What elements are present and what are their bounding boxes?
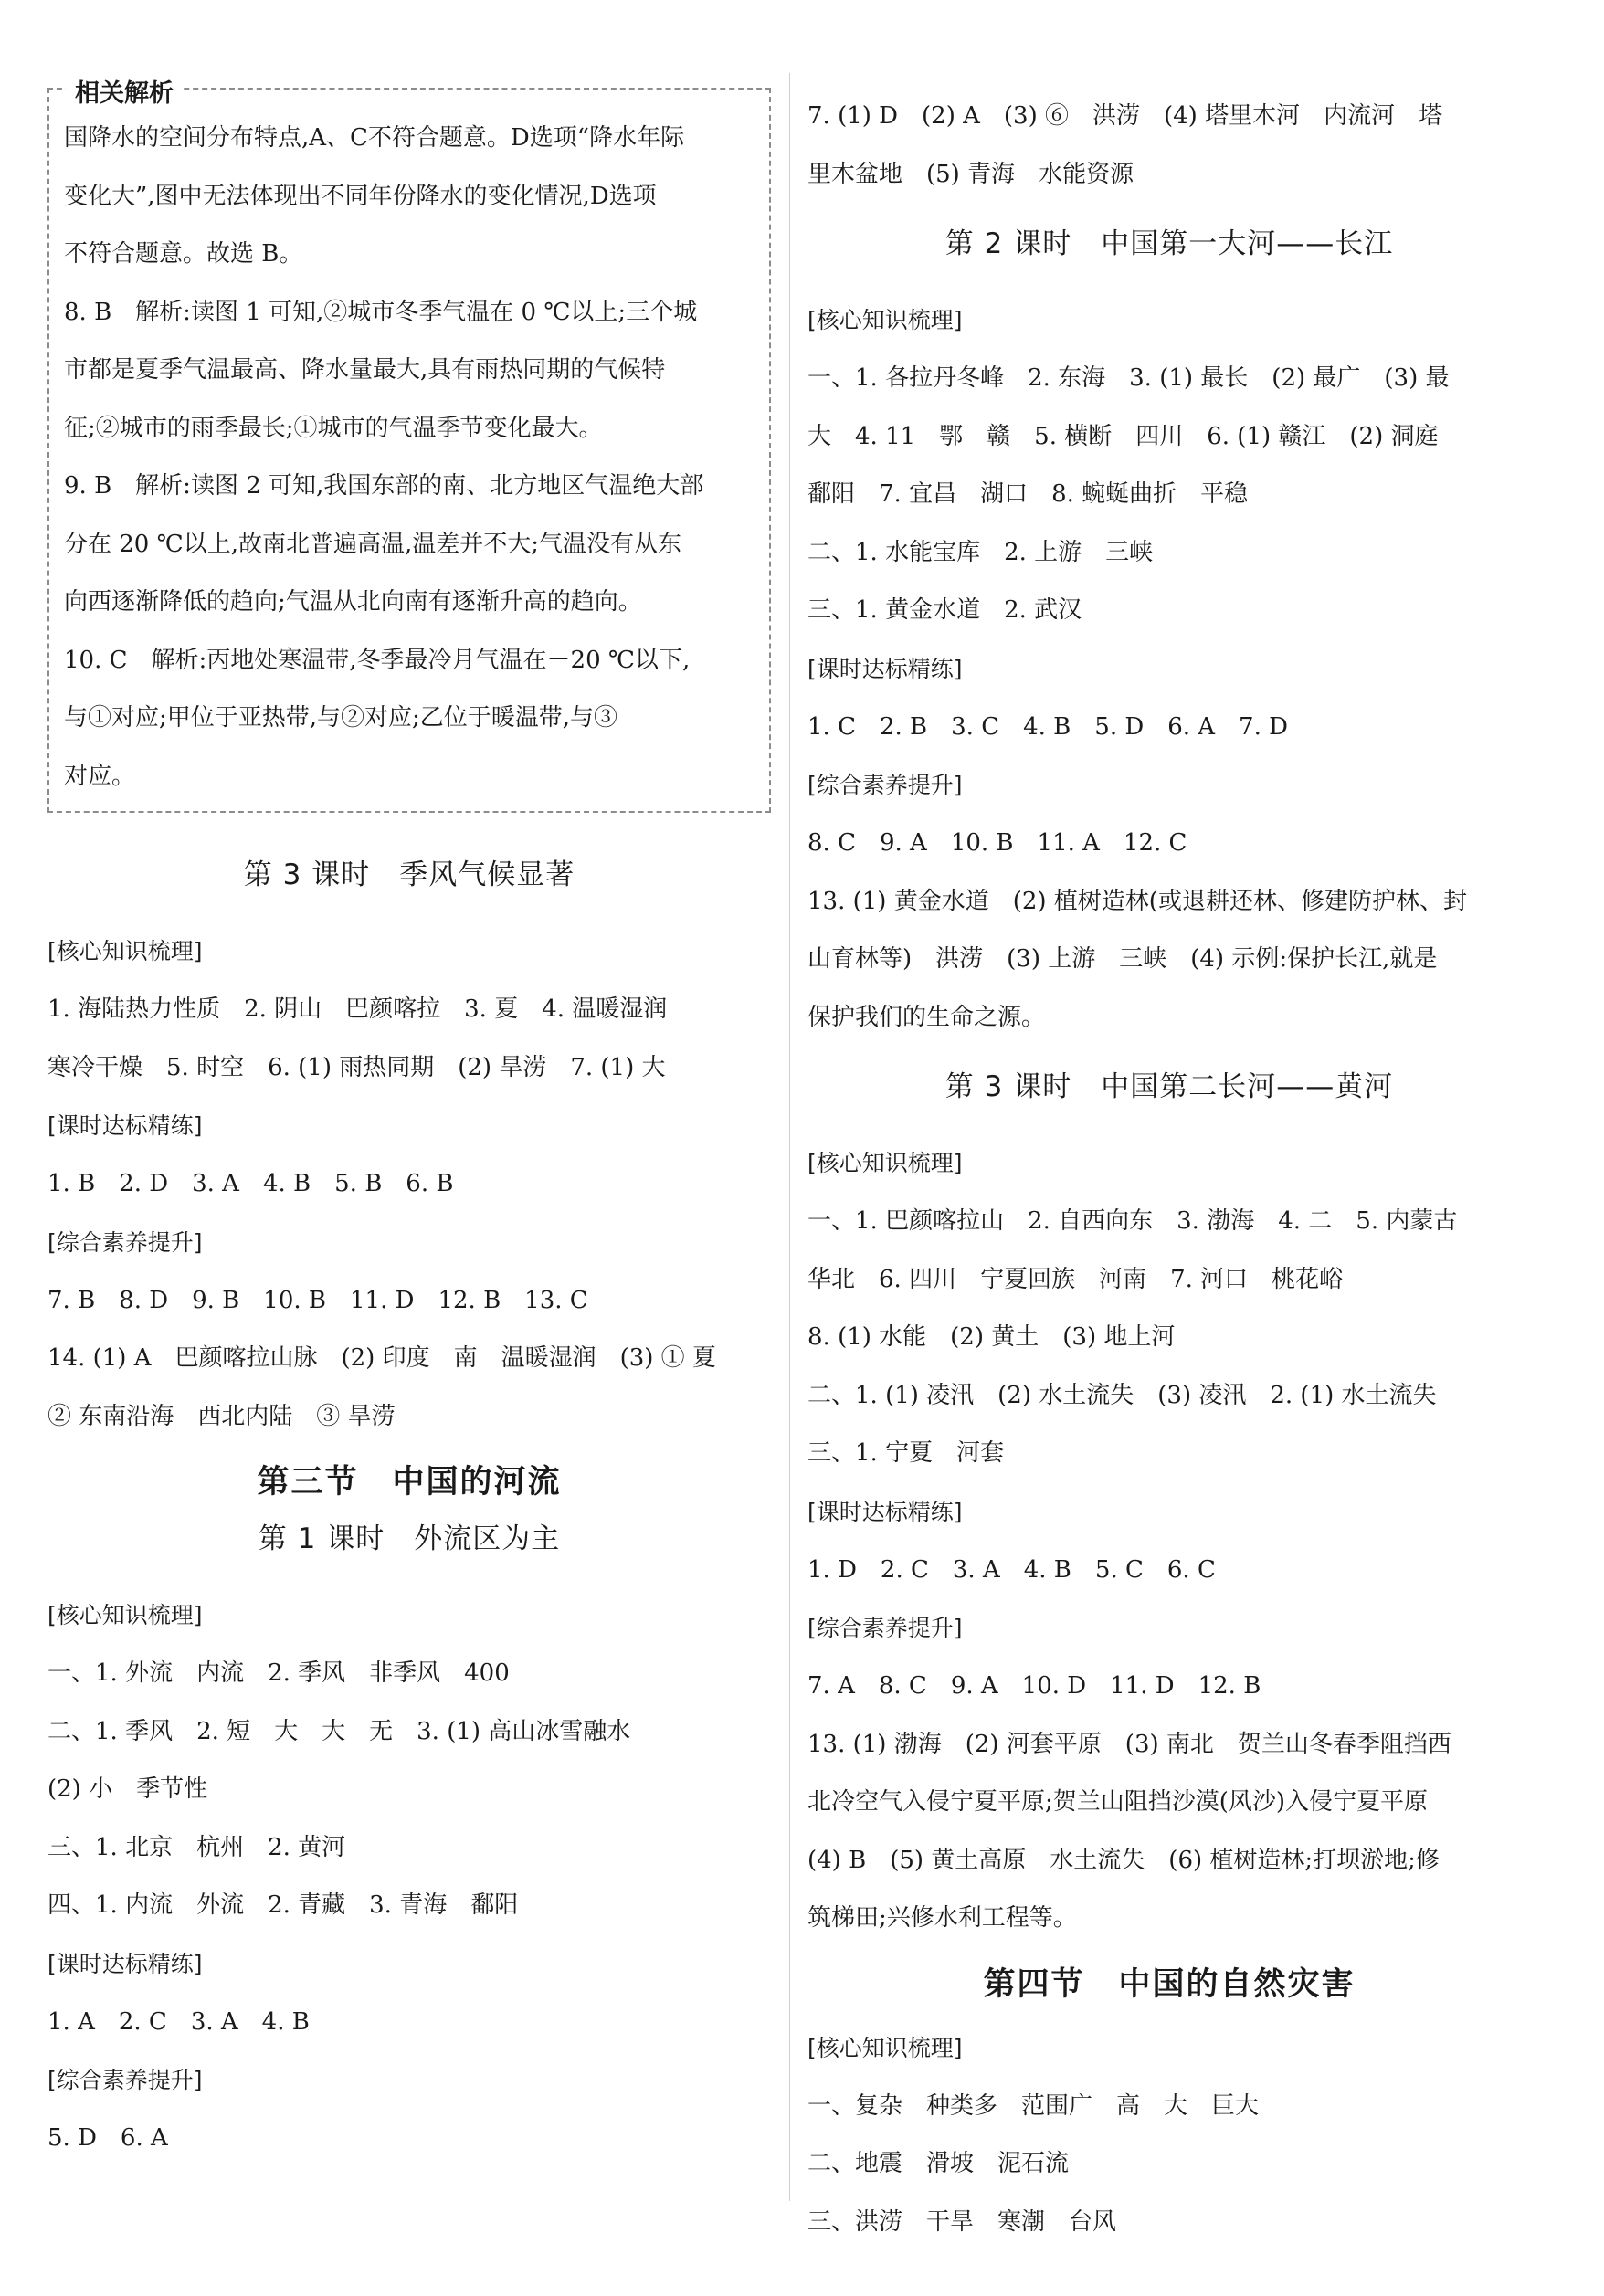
section-tag: [ 课时达标精练 ]: [47, 1946, 203, 1983]
analysis-box-title: 相关解析: [66, 73, 183, 109]
text-line: (2) 小 季节性: [47, 1775, 208, 1803]
analysis-box: [47, 79, 771, 813]
section-tag: [ 核心知识梳理 ]: [807, 1145, 963, 1182]
section-tag: [ 核心知识梳理 ]: [807, 2030, 963, 2067]
text-line: 征;②城市的雨季最长;①城市的气温季节变化最大。: [64, 414, 603, 442]
text-line: 二、地震 滑坡 泥石流: [807, 2150, 1070, 2177]
lesson-title: 第 2 课时 中国第一大河——长江: [944, 227, 1394, 260]
text-line: 8. B 解析:读图 1 可知,②城市冬季气温在 0 ℃以上;三个城: [64, 298, 698, 326]
text-line: 1. 海陆热力性质 2. 阴山 巴颜喀拉 3. 夏 4. 温暖湿润: [47, 995, 668, 1023]
text-line: 里木盆地 (5) 青海 水能资源: [807, 160, 1134, 188]
column-divider: [789, 73, 790, 2201]
text-line: 二、1. 水能宝库 2. 上游 三峡: [807, 538, 1154, 566]
text-line: 14. (1) A 巴颜喀拉山脉 (2) 印度 南 温暖湿润 (3) ① 夏: [47, 1344, 716, 1372]
text-line: 鄱阳 7. 宜昌 湖口 8. 蜿蜒曲折 平稳: [807, 480, 1249, 508]
section-tag: [ 综合素养提升 ]: [807, 1610, 963, 1647]
text-line: 三、1. 北京 杭州 2. 黄河: [47, 1833, 346, 1861]
text-line: 保护我们的生命之源。: [807, 1003, 1046, 1031]
text-line: 对应。: [64, 762, 136, 790]
text-line: 一、复杂 种类多 范围广 高 大 巨大: [807, 2091, 1260, 2120]
section-title: 第四节 中国的自然灾害: [983, 1965, 1356, 2003]
text-line: 市都是夏季气温最高、降水量最大,具有雨热同期的气候特: [64, 356, 666, 384]
section-title: 第三节 中国的河流: [257, 1464, 562, 1501]
section-tag: [ 综合素养提升 ]: [47, 2062, 203, 2099]
text-line: 华北 6. 四川 宁夏回族 河南 7. 河口 桃花峪: [807, 1265, 1344, 1293]
text-line: 北冷空气入侵宁夏平原;贺兰山阻挡沙漠(风沙)入侵宁夏平原: [807, 1788, 1429, 1816]
left-column: [47, 79, 771, 2168]
text-line: 一、1. 各拉丹冬峰 2. 东海 3. (1) 最长 (2) 最广 (3) 最: [807, 364, 1450, 392]
text-line: ② 东南沿海 西北内陆 ③ 旱涝: [47, 1402, 396, 1430]
text-line: 三、1. 黄金水道 2. 武汉: [807, 596, 1082, 624]
text-line: 9. B 解析:读图 2 可知,我国东部的南、北方地区气温绝大部: [64, 472, 704, 500]
text-line: (4) B (5) 黄土高原 水土流失 (6) 植树造林;打坝淤地;修: [807, 1846, 1440, 1874]
text-line: 7. B 8. D 9. B 10. B 11. D 12. B 13. C: [47, 1286, 588, 1314]
text-line: 13. (1) 黄金水道 (2) 植树造林(或退耕还林、修建防护林、封: [807, 887, 1467, 915]
text-line: 变化大”,图中无法体现出不同年份降水的变化情况,D选项: [64, 182, 657, 210]
right-column: [807, 88, 1531, 2251]
lesson-title: 第 3 课时 季风气候显著: [243, 858, 575, 891]
text-line: 不符合题意。故选 B。: [64, 240, 303, 268]
section-tag: [ 核心知识梳理 ]: [47, 1597, 203, 1634]
text-line: 筑梯田;兴修水利工程等。: [807, 1904, 1077, 1932]
lesson-title: 第 3 课时 中国第二长河——黄河: [944, 1070, 1394, 1103]
section-tag: [ 核心知识梳理 ]: [47, 933, 203, 970]
lesson-title: 第 1 课时 外流区为主: [258, 1522, 561, 1555]
section-tag: [ 课时达标精练 ]: [807, 1494, 963, 1531]
section-tag: [ 综合素养提升 ]: [47, 1225, 203, 1261]
text-line: 二、1. 季风 2. 短 大 大 无 3. (1) 高山冰雪融水: [47, 1717, 631, 1745]
text-line: 一、1. 外流 内流 2. 季风 非季风 400: [47, 1659, 510, 1687]
text-line: 三、1. 宁夏 河套: [807, 1439, 1005, 1467]
text-line: 1. C 2. B 3. C 4. B 5. D 6. A 7. D: [807, 712, 1288, 741]
text-line: 与①对应;甲位于亚热带,与②对应;乙位于暖温带,与③: [64, 704, 618, 732]
text-line: 二、1. (1) 凌汛 (2) 水土流失 (3) 凌汛 2. (1) 水土流失: [807, 1381, 1437, 1409]
text-line: 1. B 2. D 3. A 4. B 5. B 6. B: [47, 1170, 454, 1197]
text-line: 8. (1) 水能 (2) 黄土 (3) 地上河: [807, 1323, 1176, 1351]
text-line: 1. D 2. C 3. A 4. B 5. C 6. C: [807, 1555, 1216, 1584]
text-line: 分在 20 ℃以上,故南北普遍高温,温差并不大;气温没有从东: [64, 530, 681, 558]
text-line: 四、1. 内流 外流 2. 青藏 3. 青海 鄱阳: [47, 1891, 519, 1919]
text-line: 一、1. 巴颜喀拉山 2. 自西向东 3. 渤海 4. 二 5. 内蒙古: [807, 1207, 1458, 1235]
text-line: 国降水的空间分布特点,A、C不符合题意。D选项“降水年际: [64, 124, 685, 152]
section-tag: [ 课时达标精练 ]: [47, 1108, 203, 1144]
text-line: 向西逐渐降低的趋向;气温从北向南有逐渐升高的趋向。: [64, 588, 642, 616]
text-line: 寒冷干燥 5. 时空 6. (1) 雨热同期 (2) 旱涝 7. (1) 大: [47, 1053, 666, 1081]
text-line: 山育林等) 洪涝 (3) 上游 三峡 (4) 示例:保护长江,就是: [807, 945, 1438, 973]
text-line: 8. C 9. A 10. B 11. A 12. C: [807, 829, 1187, 857]
text-line: 大 4. 11 鄂 赣 5. 横断 四川 6. (1) 赣江 (2) 洞庭: [807, 422, 1439, 450]
text-line: 7. A 8. C 9. A 10. D 11. D 12. B: [807, 1672, 1261, 1700]
text-line: 5. D 6. A: [47, 2124, 168, 2152]
text-line: 7. (1) D (2) A (3) ⑥ 洪涝 (4) 塔里木河 内流河 塔: [807, 102, 1443, 130]
section-tag: [ 综合素养提升 ]: [807, 767, 963, 804]
analysis-lines: [64, 110, 755, 806]
text-line: 13. (1) 渤海 (2) 河套平原 (3) 南北 贺兰山冬春季阻挡西: [807, 1730, 1451, 1758]
text-line: 1. A 2. C 3. A 4. B: [47, 2007, 310, 2036]
section-tag: [ 核心知识梳理 ]: [807, 302, 963, 339]
text-line: 10. C 解析:丙地处寒温带,冬季最冷月气温在－20 ℃以下,: [64, 646, 691, 674]
text-line: 三、洪涝 干旱 寒潮 台风: [807, 2207, 1117, 2236]
section-tag: [ 课时达标精练 ]: [807, 651, 963, 688]
